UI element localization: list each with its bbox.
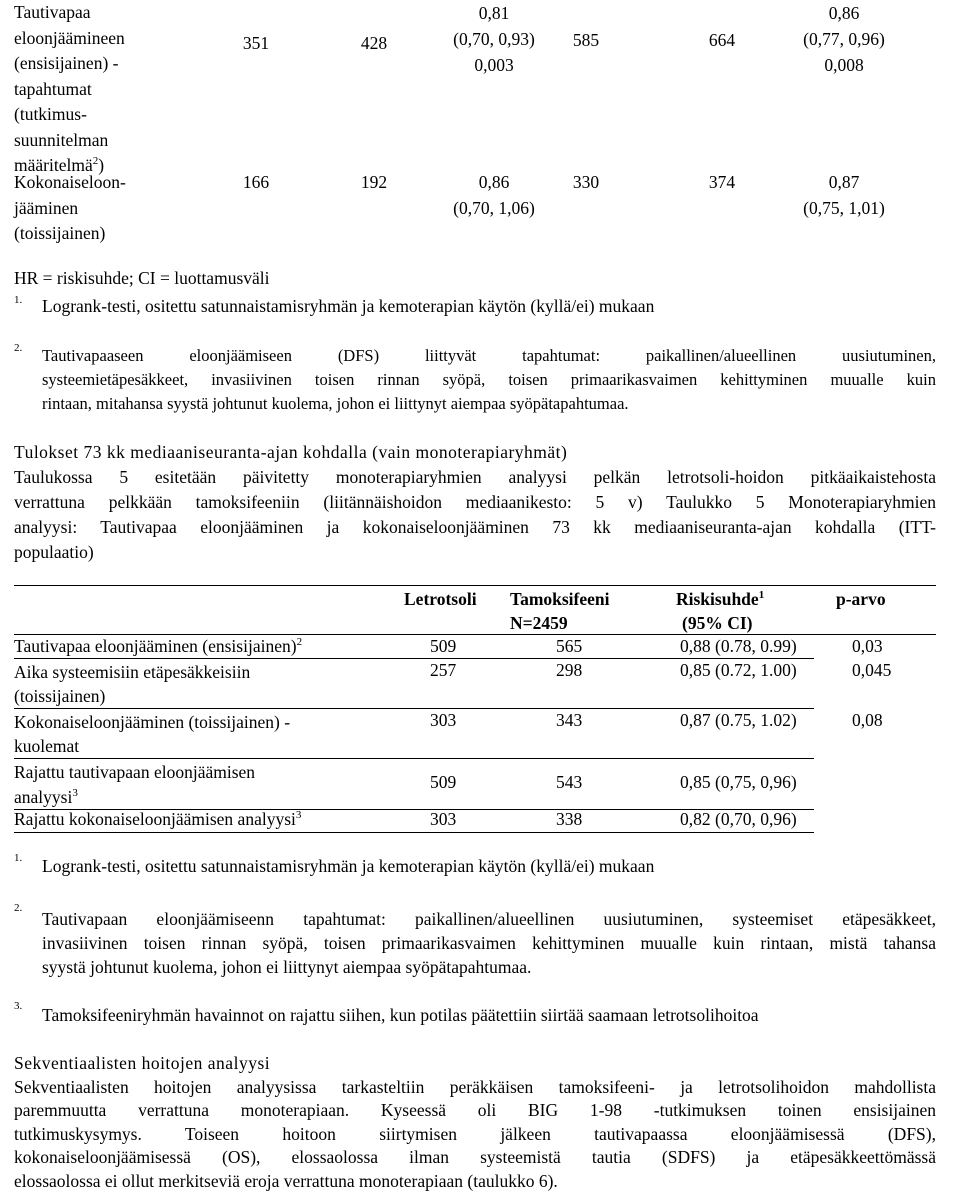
table-row-label: Tautivapaa eloonjääminen (ensisijainen)$^2$: [14, 636, 303, 656]
table-row-p: 0,08: [852, 710, 883, 730]
t2-footnote1-text: Logrank-testi, ositettu satunnaistamisryhmän ja kemoterapian käytön (kyllä/ei) mukaan: [42, 856, 655, 876]
row-rule: [14, 758, 814, 759]
col-letrotsoli: Letrotsoli: [404, 589, 477, 609]
row1-n-letrozole: 351: [242, 33, 270, 53]
row1-n4: 664: [708, 30, 736, 50]
row1-hr1: 0,81: [478, 3, 510, 23]
table-row-v1: 303: [430, 809, 457, 829]
row1-p1: 0,003: [474, 55, 514, 75]
table-row-p: 0,045: [852, 660, 892, 680]
footnote2-text: Tautivapaaseen eloonjäämiseen (DFS) liittyvät tapahtumat: paikallinen/alueellinen uusiutuminen,: [42, 346, 936, 365]
table-row-v2: 343: [556, 710, 583, 730]
t2-footnote3-number: 3.: [14, 1000, 23, 1012]
results-heading: Tulokset 73 kk mediaaniseuranta-ajan kohdalla (vain monoterapiaryhmät): [14, 442, 568, 462]
table-row-hr: 0,85 (0.72, 1.00): [680, 660, 797, 680]
table-top-rule: [14, 585, 936, 586]
sequential-heading: Sekventiaalisten hoitojen analyysi: [14, 1053, 271, 1073]
table-row-hr: 0,85 (0,75, 0,96): [680, 772, 797, 792]
row1-n-tamoxifen: 428: [360, 33, 388, 53]
table-row-label: Rajattu tautivapaan eloonjäämisen analyysi$^3$: [14, 762, 256, 807]
table-row-v2: 565: [556, 636, 583, 656]
table-row-label: Aika systeemisiin etäpesäkkeisiin (toissijainen): [14, 662, 251, 706]
sequential-section: Sekventiaalisten hoitojen analyysi Sekventiaalisten hoitojen analyysissa tarkasteltiin peräkkäisen tamoksifeeni- ja letrotsolihoidon mahdollista paremmuutta verrattuna monoterapiaan. Kyseessä oli BIG 1-98 -tutkimuksen toinen ensisijainen tutkimuskysymys. Toiseen hoitoon siirtymisen jälkeen tautivapaassa eloonjäämisessä (DFS), kokonaiseloonjäämisessä (OS), elossaolossa ilman systeemistä tautia (SDFS) ja etäpesäkkeettömässä elossaolossa ei ollut merkitseviä eroja verrattuna monoterapiaan (taulukko 6).: [14, 1053, 936, 1191]
table-bottom-rule: [14, 832, 814, 833]
footnote2-number: 2.: [14, 342, 23, 354]
row2-hr2: 0,87: [828, 172, 860, 192]
table-row-v1: 303: [430, 710, 457, 730]
t2-footnote3-text: Tamoksifeeniryhmän havainnot on rajattu siihen, kun potilas päätettiin siirtää saamaan letrotsolihoitoa: [42, 1005, 759, 1025]
t2-footnote1-number: 1.: [14, 852, 23, 864]
row1-ci2: (0,77, 0,96): [803, 29, 885, 49]
row1-n3: 585: [572, 30, 600, 50]
row1-hr2: 0,86: [828, 3, 860, 23]
col-n: N=2459: [510, 613, 568, 633]
abbreviations: HR = riskisuhde; CI = luottamusväli: [14, 268, 270, 288]
results-section: Tulokset 73 kk mediaaniseuranta-ajan kohdalla (vain monoterapiaryhmät) Taulukossa 5 esitetään päivitetty monoterapiaryhmien analyysi pelkän letrotsoli-hoidon pitkäaikaistehosta verrattuna pelkkään tamoksifeeniin (liitännäishoidon mediaanikesto: 5 v) Taulukko 5 Monoterapiaryhmien analyysi: Tautivapaa eloonjääminen ja kokonaiseloonjääminen 73 kk mediaaniseuranta-ajan kohdalla (ITT- populaatio): [14, 442, 936, 562]
row1-ci1: (0,70, 0,93): [453, 29, 535, 49]
table-row-label: Kokonaiseloonjääminen (toissijainen) - kuolemat: [14, 712, 291, 756]
table-row-v1: 509: [430, 636, 457, 656]
table-row-v2: 338: [556, 809, 583, 829]
row1-p2: 0,008: [824, 55, 864, 75]
table-row-hr: 0,88 (0.78, 0.99): [680, 636, 797, 656]
table-row-hr: 0,87 (0.75, 1.02): [680, 710, 797, 730]
table-row-v2: 543: [556, 772, 583, 792]
table-row-v2: 298: [556, 660, 583, 680]
row2-ci2: (0,75, 1,01): [803, 198, 885, 218]
t2-footnote2-text: Tautivapaan eloonjäämiseenn tapahtumat: paikallinen/alueellinen uusiutuminen, systeemiset etäpesäkkeet, invasiivinen toisen rinnan syöpä, toisen primaarikasvaimen kehittyminen muualle kuin rintaan, mistä tahansa syystä johtunut kuolema, johon ei liittynyt aiempaa syöpätapahtumaa.: [42, 909, 936, 977]
row-rule: [14, 708, 814, 709]
row2-n4: 374: [708, 172, 736, 192]
table-row-v1: 509: [430, 772, 457, 792]
row2-ci1: (0,70, 1,06): [453, 198, 535, 218]
col-p-arvo: p-arvo: [836, 589, 886, 609]
row2-n-tamoxifen: 192: [360, 172, 388, 192]
row2-n3: 330: [572, 172, 600, 192]
table-row-v1: 257: [430, 660, 457, 680]
row-rule: [14, 658, 814, 659]
col-riskisuhde: Riskisuhde$^1$: [676, 589, 765, 609]
table-row-p: 0,03: [852, 636, 883, 656]
table-row-label: Rajattu kokonaiseloonjäämisen analyysi$^3$: [14, 809, 302, 829]
col-ci: (95% CI): [682, 613, 753, 633]
col-tamoksifeeni: Tamoksifeeni: [510, 589, 610, 609]
header-rule: [14, 634, 936, 635]
row2-hr1: 0,86: [478, 172, 510, 192]
row1-label: Tautivapaa eloonjäämineen (ensisijainen) - tapahtumat (tutkimus- suunnitelman määritelmä$^2$): [14, 2, 125, 175]
table-row-hr: 0,82 (0,70, 0,96): [680, 809, 797, 829]
row2-n-letrozole: 166: [242, 172, 270, 192]
footnote1-number: 1.: [14, 294, 23, 306]
row2-label: Kokonaiseloon- jääminen (toissijainen): [14, 172, 126, 243]
t2-footnote2-number: 2.: [14, 902, 23, 914]
footnote2-text-cont: systeemietäpesäkkeet, invasiivinen toisen rinnan syöpä, toisen primaarikasvaimen kehittyminen muualle kuin rintaan, mitahansa syystä johtunut kuolema, johon ei liittynyt aiempaa syöpätapahtumaa.: [42, 370, 936, 413]
footnote1-text: Logrank-testi, ositettu satunnaistamisryhmän ja kemoterapian käytön (kyllä/ei) mukaan: [42, 296, 655, 316]
